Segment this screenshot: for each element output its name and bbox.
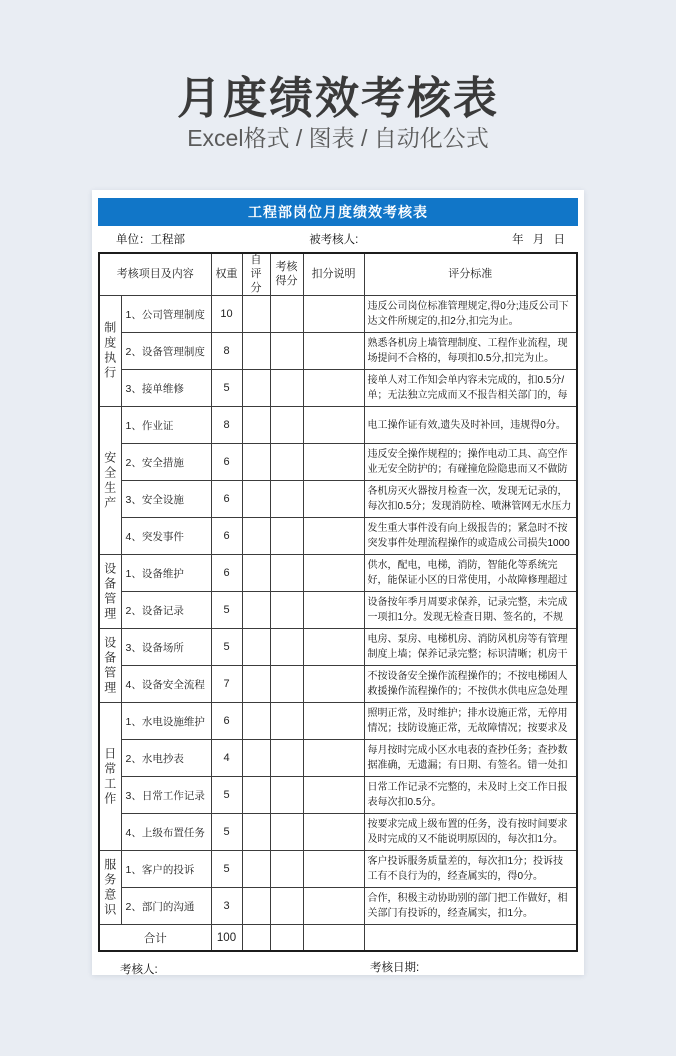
standard-cell: 违反安全操作规程的；操作电动工具、高空作业无安全防护的；有碰撞危险隐患而又不做防: [364, 444, 577, 481]
table-row: [99, 407, 577, 444]
deduction-cell[interactable]: [303, 851, 364, 888]
weight-cell: 5: [211, 777, 242, 814]
table-row: [99, 629, 577, 666]
standard-cell: 熟悉各机房上墙管理制度、工程作业流程，现场提问不合格的，每项扣0.5分,扣完为止。: [364, 333, 577, 370]
item-cell: 1、客户的投诉: [121, 851, 211, 888]
unit-value: 工程部: [150, 234, 185, 246]
self-score-cell[interactable]: [242, 629, 270, 666]
item-cell: 2、水电抄表: [121, 740, 211, 777]
self-score-cell[interactable]: [242, 740, 270, 777]
self-score-cell[interactable]: [242, 518, 270, 555]
deduction-cell[interactable]: [303, 777, 364, 814]
table-row: [99, 592, 577, 629]
table-row: [99, 888, 577, 925]
deduction-cell[interactable]: [303, 703, 364, 740]
section-label: 制度执行: [99, 296, 121, 407]
table-row: [99, 666, 577, 703]
item-cell: 4、上级布置任务: [121, 814, 211, 851]
standard-cell: 违反公司岗位标准管理规定,得0分;违反公司下达文件所规定的,扣2分,扣完为止。: [364, 296, 577, 333]
item-cell: 3、接单维修: [121, 370, 211, 407]
standard-cell: 各机房灭火器按月检查一次，发现无记录的，每次扣0.5分；发现消防栓、喷淋管网无水压力: [364, 481, 577, 518]
footer-row: [98, 952, 578, 984]
assess-score-cell[interactable]: [270, 481, 303, 518]
self-score-cell[interactable]: [242, 296, 270, 333]
item-cell: 4、设备安全流程: [121, 666, 211, 703]
standard-cell: 合作，积极主动协助别的部门把工作做好，相关部门有投诉的，经查属实，扣1分。: [364, 888, 577, 925]
table-row: [99, 851, 577, 888]
assess-score-cell[interactable]: [270, 740, 303, 777]
deduction-cell[interactable]: [303, 370, 364, 407]
column-header: 考核项目及内容: [99, 253, 211, 296]
assess-score-cell[interactable]: [270, 370, 303, 407]
table-row: [99, 518, 577, 555]
weight-cell: 5: [211, 814, 242, 851]
deduction-cell[interactable]: [303, 629, 364, 666]
item-cell: 3、设备场所: [121, 629, 211, 666]
assess-date-label[interactable]: 考核日期:: [370, 961, 420, 974]
item-cell: 2、设备记录: [121, 592, 211, 629]
self-score-cell[interactable]: [242, 444, 270, 481]
assess-score-cell[interactable]: [270, 777, 303, 814]
deduction-cell[interactable]: [303, 888, 364, 925]
section-label: 安全生产: [99, 407, 121, 555]
header-row: [99, 253, 577, 296]
item-cell: 4、突发事件: [121, 518, 211, 555]
info-row: [98, 226, 578, 252]
unit-field: [98, 231, 309, 247]
table-row: [99, 555, 577, 592]
self-score-cell[interactable]: [242, 592, 270, 629]
item-cell: 1、作业证: [121, 407, 211, 444]
deduction-cell[interactable]: [303, 481, 364, 518]
item-cell: 1、水电设施维护: [121, 703, 211, 740]
table-row: [99, 703, 577, 740]
assessee-label[interactable]: 被考核人:: [309, 234, 359, 246]
table-row: [99, 740, 577, 777]
table-row: [99, 296, 577, 333]
weight-cell: 6: [211, 518, 242, 555]
standard-cell: 不按设备安全操作流程操作的；不按电梯困人救援操作流程操作的；不按供水供电应急处理: [364, 666, 577, 703]
standard-cell: 接单人对工作知会单内容未完成的，扣0.5分/单；无法独立完成而又不报告相关部门的，每: [364, 370, 577, 407]
deduction-cell[interactable]: [303, 666, 364, 703]
weight-cell: 8: [211, 333, 242, 370]
deduction-cell[interactable]: [303, 592, 364, 629]
total-self-score[interactable]: [242, 925, 270, 951]
table-row: [99, 777, 577, 814]
assess-score-cell[interactable]: [270, 444, 303, 481]
column-header: 权重: [211, 253, 242, 296]
section-label: 设备管理: [99, 629, 121, 703]
date-label[interactable]: 年 月 日: [512, 234, 568, 246]
self-score-cell[interactable]: [242, 814, 270, 851]
assess-score-cell[interactable]: [270, 629, 303, 666]
self-score-cell[interactable]: [242, 777, 270, 814]
deduction-cell[interactable]: [303, 740, 364, 777]
section-label: 日常工作: [99, 703, 121, 851]
self-score-cell[interactable]: [242, 370, 270, 407]
assess-score-cell[interactable]: [270, 333, 303, 370]
column-header: 评分标准: [364, 253, 577, 296]
weight-cell: 5: [211, 592, 242, 629]
standard-cell: 按要求完成上级布置的任务，没有按时间要求及时完成的又不能说明原因的，每次扣1分。: [364, 814, 577, 851]
deduction-cell[interactable]: [303, 444, 364, 481]
page-title: 月度绩效考核表: [177, 74, 499, 123]
standard-cell: 发生重大事件没有向上级报告的；紧急时不按突发事件处理流程操作的或造成公司损失1000: [364, 518, 577, 555]
weight-cell: 10: [211, 296, 242, 333]
item-cell: 1、公司管理制度: [121, 296, 211, 333]
item-cell: 3、安全设施: [121, 481, 211, 518]
self-score-cell[interactable]: [242, 888, 270, 925]
assess-score-cell[interactable]: [270, 592, 303, 629]
assess-score-cell[interactable]: [270, 407, 303, 444]
table-row: [99, 444, 577, 481]
standard-cell: 日常工作记录不完整的，未及时上交工作日报表每次扣0.5分。: [364, 777, 577, 814]
assess-score-cell[interactable]: [270, 814, 303, 851]
weight-cell: 5: [211, 629, 242, 666]
total-assess-score[interactable]: [270, 925, 303, 951]
item-cell: 2、设备管理制度: [121, 333, 211, 370]
deduction-cell[interactable]: [303, 555, 364, 592]
self-score-cell[interactable]: [242, 703, 270, 740]
weight-cell: 3: [211, 888, 242, 925]
assessor-label[interactable]: 考核人:: [120, 963, 158, 976]
self-score-cell[interactable]: [242, 481, 270, 518]
unit-label: 单位：: [116, 234, 151, 246]
standard-cell: 设备按年季月周要求保养，记录完整，未完成一项扣1分。发现无检查日期、签名的，不规: [364, 592, 577, 629]
total-label: 合计: [99, 925, 211, 951]
weight-cell: 6: [211, 444, 242, 481]
item-cell: 1、设备维护: [121, 555, 211, 592]
assessment-table: [98, 252, 578, 952]
weight-cell: 5: [211, 851, 242, 888]
weight-cell: 7: [211, 666, 242, 703]
deduction-cell[interactable]: [303, 333, 364, 370]
standard-cell: 照明正常，及时维护；排水设施正常，无停用情况；技防设施正常，无故障情况；按要求及: [364, 703, 577, 740]
table-row: [99, 370, 577, 407]
weight-cell: 8: [211, 407, 242, 444]
total-row: [99, 925, 577, 951]
assessment-card: [92, 190, 584, 975]
self-score-cell[interactable]: [242, 555, 270, 592]
deduction-cell[interactable]: [303, 407, 364, 444]
column-header: 自评分: [242, 253, 270, 296]
page-subtitle: Excel格式 / 图表 / 自动化公式: [187, 125, 489, 151]
assess-score-cell[interactable]: [270, 703, 303, 740]
self-score-cell[interactable]: [242, 407, 270, 444]
table-banner-title: 工程部岗位月度绩效考核表: [98, 198, 578, 226]
standard-cell: 电房、泵房、电梯机房、消防风机房等有管理制度上墙；保养记录完整；标识清晰；机房干: [364, 629, 577, 666]
section-label: 设备管理: [99, 555, 121, 629]
self-score-cell[interactable]: [242, 333, 270, 370]
deduction-cell[interactable]: [303, 296, 364, 333]
column-header: 扣分说明: [303, 253, 364, 296]
deduction-cell[interactable]: [303, 814, 364, 851]
standard-cell: 供水，配电，电梯，消防，智能化等系统完好，能保证小区的日常使用，小故障修理超过: [364, 555, 577, 592]
weight-cell: 6: [211, 703, 242, 740]
table-row: [99, 333, 577, 370]
column-header: 考核得分: [270, 253, 303, 296]
standard-cell: 客户投诉服务质量差的，每次扣1分；投诉技工有不良行为的，经查属实的，得0分。: [364, 851, 577, 888]
total-deduction[interactable]: [303, 925, 364, 951]
assess-score-cell[interactable]: [270, 888, 303, 925]
section-label: 服务意识: [99, 851, 121, 925]
weight-cell: 6: [211, 555, 242, 592]
self-score-cell[interactable]: [242, 851, 270, 888]
assess-score-cell[interactable]: [270, 555, 303, 592]
total-weight: 100: [211, 925, 242, 951]
total-standard: [364, 925, 577, 951]
weight-cell: 4: [211, 740, 242, 777]
standard-cell: 每月按时完成小区水电表的查抄任务；查抄数据准确，无遗漏；有日期、有签名。错一处扣: [364, 740, 577, 777]
assess-score-cell[interactable]: [270, 296, 303, 333]
standard-cell: 电工操作证有效,遗失及时补回，违规得0分。: [364, 407, 577, 444]
assess-score-cell[interactable]: [270, 518, 303, 555]
self-score-cell[interactable]: [242, 666, 270, 703]
assess-score-cell[interactable]: [270, 666, 303, 703]
table-row: [99, 814, 577, 851]
item-cell: 2、安全措施: [121, 444, 211, 481]
assess-score-cell[interactable]: [270, 851, 303, 888]
weight-cell: 6: [211, 481, 242, 518]
table-row: [99, 481, 577, 518]
item-cell: 3、日常工作记录: [121, 777, 211, 814]
weight-cell: 5: [211, 370, 242, 407]
deduction-cell[interactable]: [303, 518, 364, 555]
item-cell: 2、部门的沟通: [121, 888, 211, 925]
